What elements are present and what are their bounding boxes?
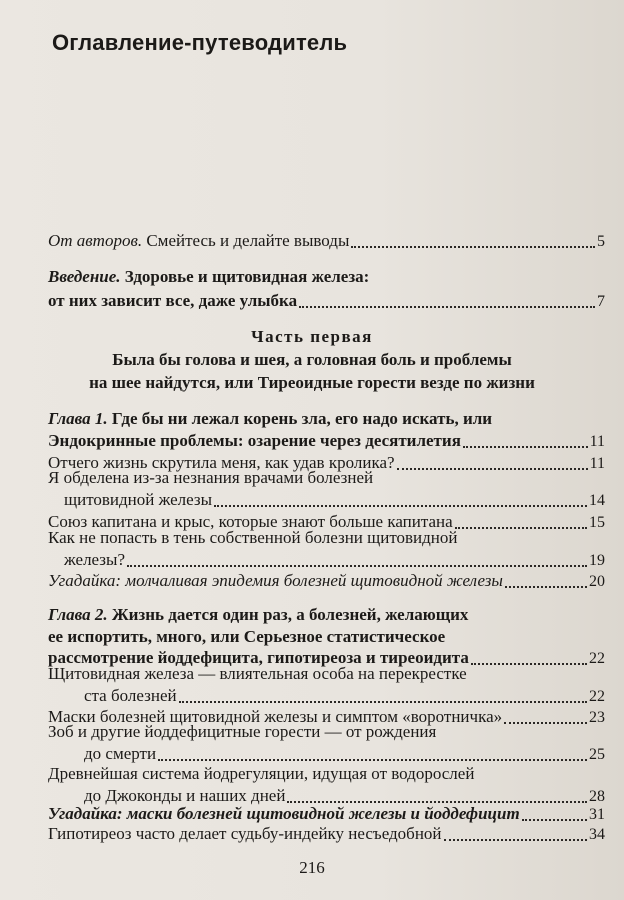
leader-dots xyxy=(463,446,588,448)
chapter1-title-line1: Глава 1. Где бы ни лежал корень зла, его надо искать, или xyxy=(48,409,493,428)
toc-item: Отчего жизнь скрутила меня, как удав кролика? 11 xyxy=(48,453,605,472)
leader-dots xyxy=(299,306,595,308)
leader-dots xyxy=(522,819,587,821)
toc-item: Гипотиреоз часто делает судьбу-индейку несъедобной 34 xyxy=(48,824,605,843)
chapter2-title: рассмотрение йоддефицита, гипотиреоза и тиреоидита 22 xyxy=(48,648,605,667)
toc-item: до Джоконды и наших дней 28 xyxy=(84,786,605,805)
toc-entry-intro-line1: Введение. Здоровье и щитовидная железа: xyxy=(48,267,370,286)
leader-dots xyxy=(127,565,587,567)
toc-item: Угадайка: маски болезней щитовидной железы и йоддефицит 31 xyxy=(48,804,605,823)
leader-dots xyxy=(505,586,587,588)
toc-item-line1: Древнейшая система йодрегуляции, идущая от водорослей xyxy=(48,764,475,783)
toc-entry-authors xyxy=(48,230,605,253)
toc-item: до смерти 25 xyxy=(84,744,605,763)
part-title-line2: на шее найдутся, или Тиреоидные горести везде по жизни xyxy=(89,373,535,392)
leader-dots xyxy=(351,246,595,248)
toc-item-line1: Я обделена из-за незнания врачами болезней xyxy=(48,468,374,487)
chapter1-title: Эндокринные проблемы: озарение через десятилетия 11 xyxy=(48,431,605,450)
chapter2-title-line1: Глава 2. Жизнь дается один раз, а болезней, желающих xyxy=(48,605,469,624)
part-title-line1: Была бы голова и шея, а головная боль и проблемы xyxy=(112,350,512,369)
toc-item-line1: Как не попасть в тень собственной болезни щитовидной xyxy=(48,528,458,547)
toc-item: железы? 19 xyxy=(64,550,605,569)
toc-item: Союз капитана и крыс, которые знают больше капитана 15 xyxy=(48,512,605,531)
leader-dots xyxy=(158,759,587,761)
leader-dots xyxy=(444,839,587,841)
entry-label: От авторов. Смейтесь и делайте выводы xyxy=(48,231,350,250)
toc-item: Угадайка: молчаливая эпидемия болезней щитовидной железы 20 xyxy=(48,571,605,590)
toc-entry-intro: от них зависит все, даже улыбка 7 xyxy=(48,291,605,310)
toc-item-line1: Щитовидная железа — влиятельная особа на перекрестке xyxy=(48,664,467,683)
leader-dots xyxy=(214,505,587,507)
toc-item: Маски болезней щитовидной железы и симптом «воротничка» 23 xyxy=(48,707,605,726)
toc-item: ста болезней 22 xyxy=(84,686,605,705)
leader-dots xyxy=(179,701,587,703)
page-title: Оглавление-путеводитель xyxy=(52,30,348,55)
toc-item-line1: Зоб и другие йоддефицитные горести — от рождения xyxy=(48,722,437,741)
toc-item: щитовидной железы 14 xyxy=(64,490,605,509)
part-label: Часть первая xyxy=(251,327,373,346)
entry-page-number: 5 xyxy=(597,233,605,250)
chapter2-title-line2: ее испортить, много, или Серьезное статистическое xyxy=(48,627,446,646)
page-number: 216 xyxy=(299,858,325,877)
